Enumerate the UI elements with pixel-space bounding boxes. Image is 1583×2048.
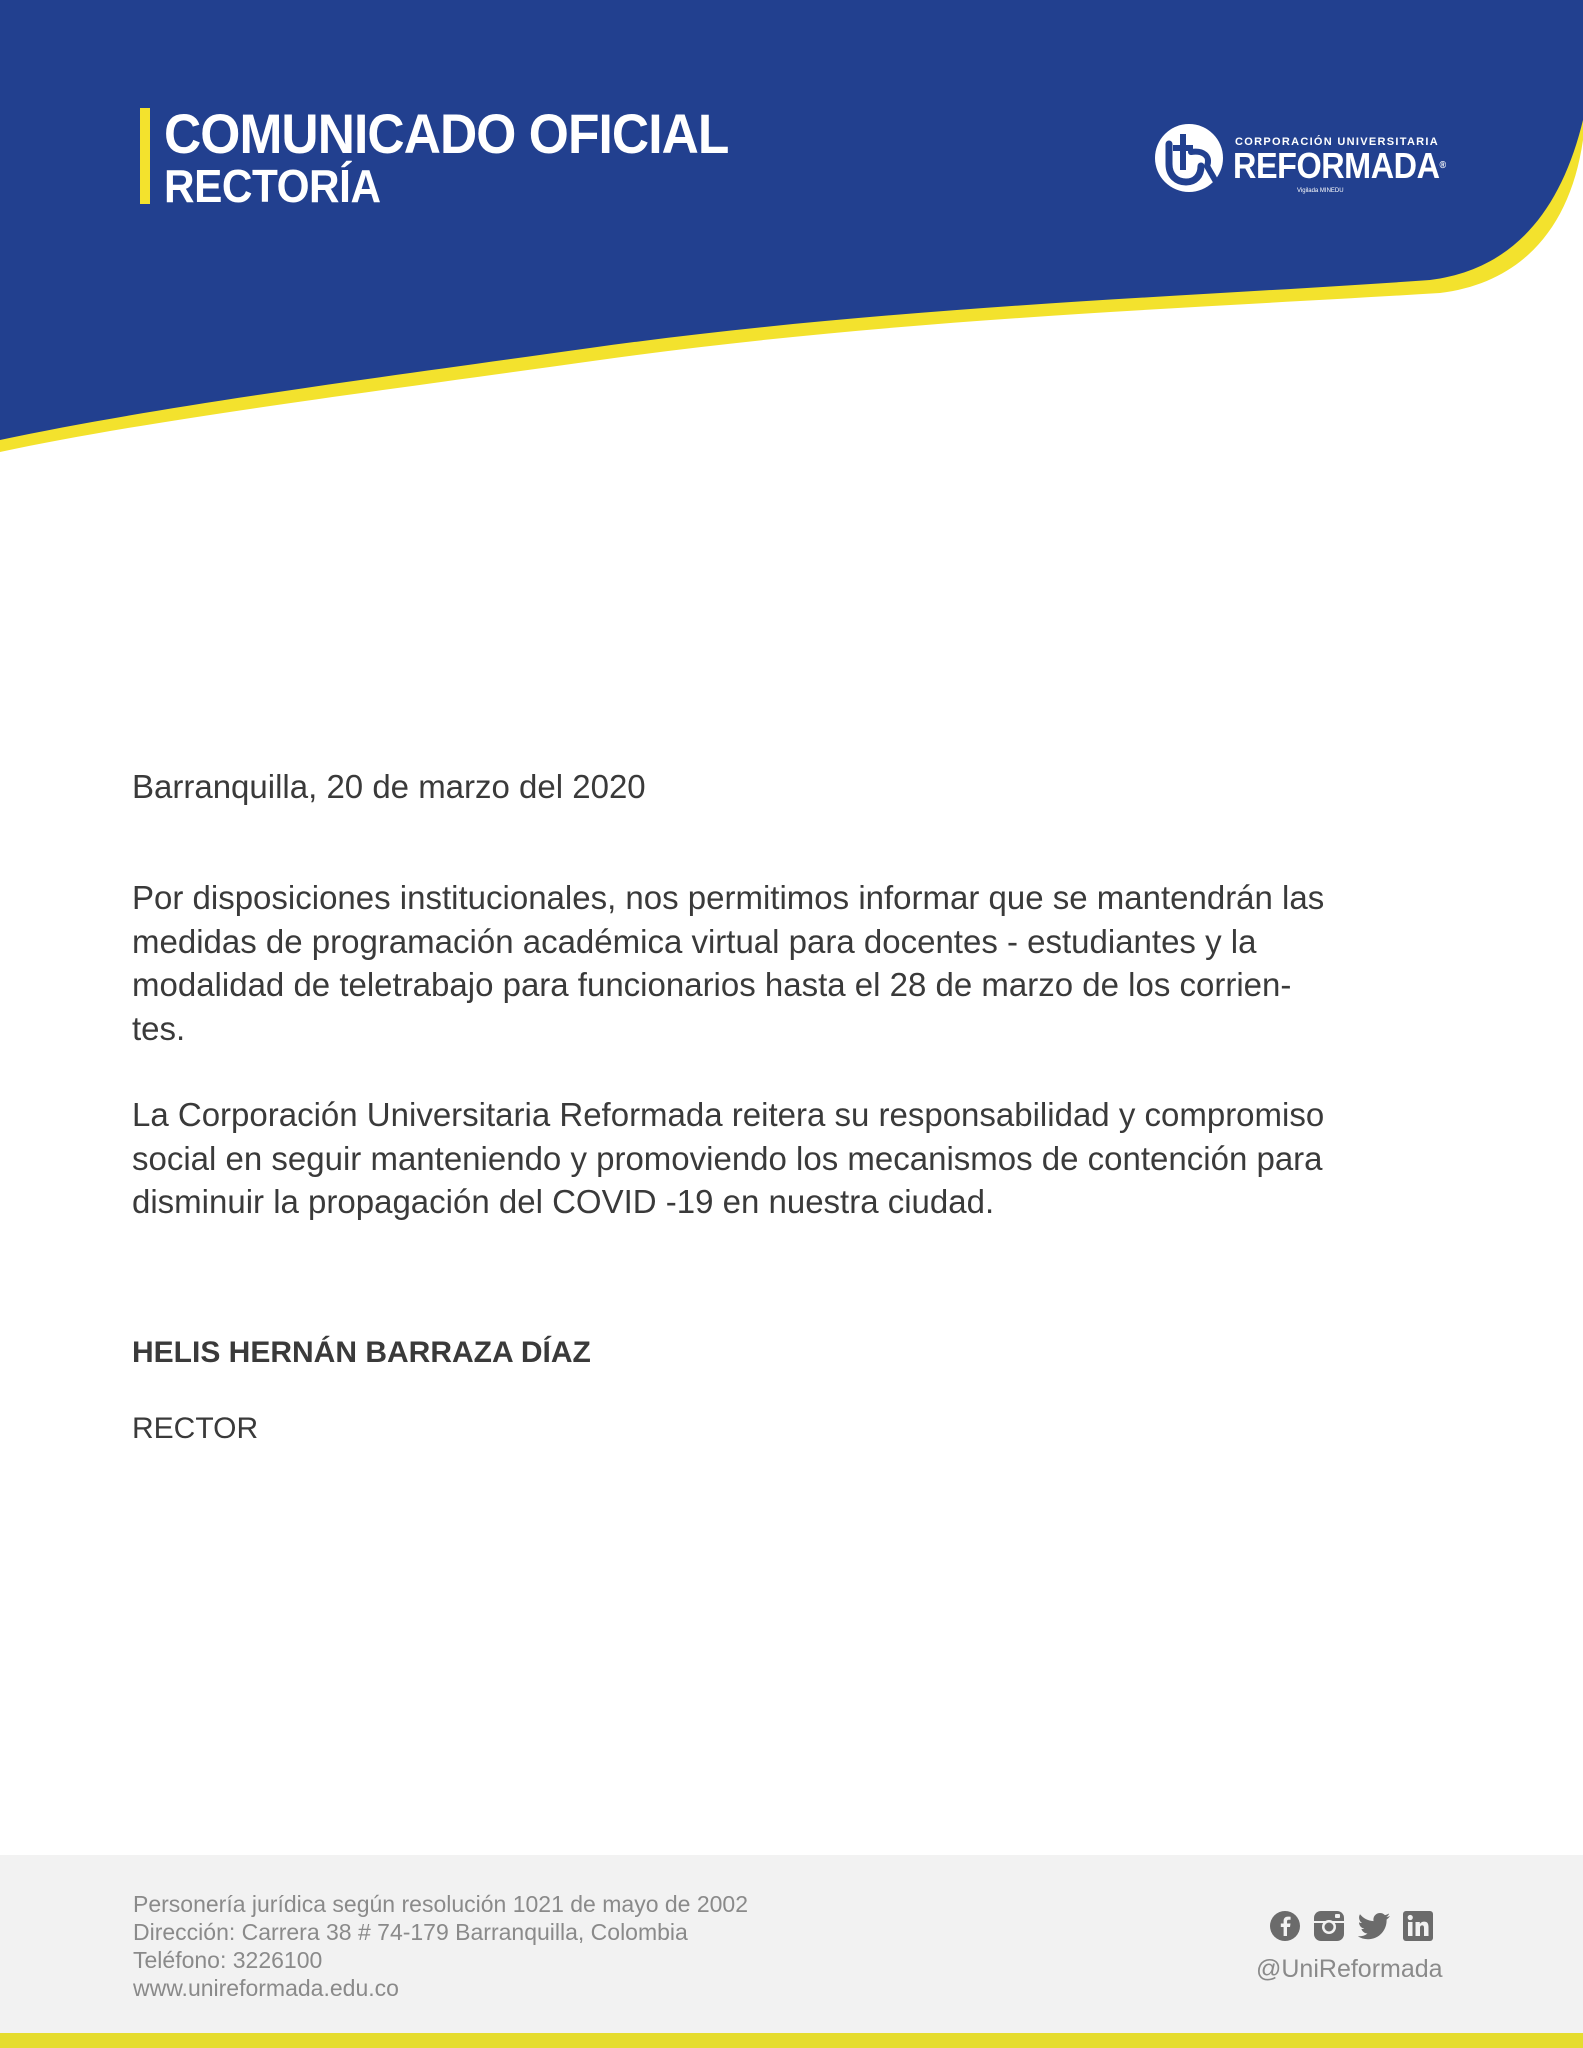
paragraph-1-line: Por disposiciones institucionales, nos permitimos informar que se mantendrán las bbox=[132, 879, 1325, 916]
paragraph-1 bbox=[132, 876, 1452, 1050]
logo-name-text: REFORMADA bbox=[1233, 145, 1440, 186]
signer-role: RECTOR bbox=[132, 1412, 259, 1445]
footer bbox=[0, 1855, 1583, 2033]
linkedin-icon[interactable] bbox=[1402, 1910, 1434, 1942]
ur-monogram-icon bbox=[1153, 122, 1225, 194]
footer-phone: Teléfono: 3226100 bbox=[133, 1947, 323, 1973]
registered-mark: ® bbox=[1439, 160, 1446, 171]
page-subtitle: RECTORÍA bbox=[164, 160, 381, 212]
title-accent-bar bbox=[140, 108, 150, 204]
header-blue-shape bbox=[0, 0, 1583, 440]
footer-info bbox=[133, 1890, 748, 2002]
twitter-icon[interactable] bbox=[1356, 1910, 1392, 1942]
header-banner bbox=[0, 0, 1583, 460]
footer-accent-stripe bbox=[0, 2033, 1583, 2048]
university-logo bbox=[1153, 120, 1453, 200]
footer-website[interactable]: www.unireformada.edu.co bbox=[133, 1975, 399, 2001]
signer-name: HELIS HERNÁN BARRAZA DÍAZ bbox=[132, 1336, 591, 1369]
logo-name bbox=[1233, 146, 1446, 186]
paragraph-1-line: tes. bbox=[132, 1009, 186, 1047]
social-links bbox=[1269, 1910, 1439, 1944]
paragraph-2 bbox=[132, 1093, 1452, 1224]
instagram-icon[interactable] bbox=[1313, 1910, 1345, 1942]
social-handle: @UniReformada bbox=[1256, 1955, 1443, 1983]
letter-body bbox=[132, 765, 1452, 1224]
paragraph-2-line: La Corporación Universitaria Reformada reitera su responsabilidad y compromiso bbox=[132, 1096, 1325, 1133]
paragraph-1-line: medidas de programación académica virtual para docentes - estudiantes y la bbox=[132, 922, 1257, 960]
paragraph-2-line: social en seguir manteniendo y promoviendo los mecanismos de contención para bbox=[132, 1139, 1323, 1177]
logo-small-text: Vigilada MINEDU bbox=[1297, 188, 1344, 194]
letter-date: Barranquilla, 20 de marzo del 2020 bbox=[132, 768, 646, 805]
logo-top-text: CORPORACIÓN UNIVERSITARIA bbox=[1235, 136, 1440, 148]
footer-legal: Personería jurídica según resolución 1021 de mayo de 2002 bbox=[133, 1891, 749, 1917]
page-title: COMUNICADO OFICIAL bbox=[164, 102, 729, 165]
footer-address: Dirección: Carrera 38 # 74-179 Barranquilla, Colombia bbox=[133, 1919, 688, 1945]
paragraph-2-line: disminuir la propagación del COVID -19 en nuestra ciudad. bbox=[132, 1183, 995, 1220]
paragraph-1-line: modalidad de teletrabajo para funcionarios hasta el 28 de marzo de los corrien- bbox=[132, 966, 1292, 1003]
facebook-icon[interactable] bbox=[1269, 1910, 1301, 1942]
